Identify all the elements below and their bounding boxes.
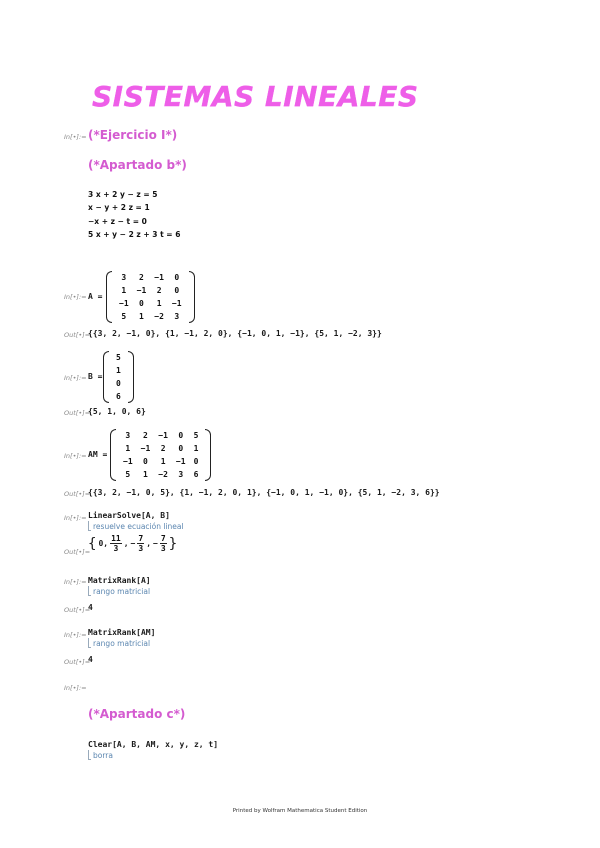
matrix-row bbox=[112, 364, 125, 377]
brace-close: } bbox=[168, 535, 178, 552]
matrix-am[interactable] bbox=[110, 429, 211, 481]
matrix-cell: −1 bbox=[119, 299, 129, 308]
matrix-cell: 0 bbox=[116, 379, 121, 388]
comma: , bbox=[146, 539, 152, 548]
in-label: In[•]:= bbox=[64, 374, 87, 382]
matrix-cell: 3 bbox=[174, 312, 180, 321]
in-label: In[•]:= bbox=[64, 578, 87, 586]
equation-line: −x + z − t = 0 bbox=[88, 216, 147, 226]
fraction: $\frac{7}{3}$ bbox=[160, 534, 166, 553]
matrix-cell: −1 bbox=[154, 273, 164, 282]
matrix-cell: −2 bbox=[158, 470, 168, 479]
matrix-row bbox=[115, 310, 186, 323]
rank-a-output: 4 bbox=[88, 603, 93, 612]
matrix-cell: 0 bbox=[143, 457, 148, 466]
in-label: In[•]:= bbox=[64, 631, 87, 639]
out-label: Out[•]= bbox=[64, 606, 91, 614]
linearsolve-hint: resuelve ecuación lineal bbox=[88, 521, 184, 531]
equation-line: 5 x + y − 2 z + 3 t = 6 bbox=[88, 229, 181, 239]
matrix-row bbox=[119, 455, 202, 468]
matrix-cell: 5 bbox=[116, 353, 121, 362]
matrix-cell: 0 bbox=[178, 431, 184, 440]
minus-sign: − bbox=[130, 539, 136, 548]
linearsolve-command[interactable]: LinearSolve[A, B] bbox=[88, 511, 170, 520]
rank-am-command[interactable]: MatrixRank[AM] bbox=[88, 628, 156, 637]
solution-first: 0, bbox=[98, 539, 109, 548]
matrix-cell: 0 bbox=[174, 273, 180, 282]
matrix-cell: 1 bbox=[125, 444, 131, 453]
matrix-row bbox=[119, 468, 202, 481]
rank-am-hint: rango matricial bbox=[88, 638, 150, 648]
matrix-row bbox=[115, 271, 186, 284]
matrix-cell: −1 bbox=[123, 457, 133, 466]
matrix-cell: 1 bbox=[160, 457, 166, 466]
right-paren bbox=[205, 429, 211, 481]
in-label: In[•]:= bbox=[64, 452, 87, 460]
clear-hint: borra bbox=[88, 750, 113, 760]
equation-line: 3 x + 2 y − z = 5 bbox=[88, 190, 158, 199]
matrix-cell: 5 bbox=[193, 431, 199, 440]
matrix-row bbox=[119, 429, 202, 442]
matrix-cell: −1 bbox=[136, 286, 147, 295]
rank-a-hint: rango matricial bbox=[88, 586, 150, 596]
matrix-a-name: A = bbox=[88, 292, 103, 301]
matrix-b[interactable] bbox=[103, 351, 134, 403]
in-label: In[•]:= bbox=[64, 514, 87, 522]
equation-line: x − y + 2 z = 1 bbox=[88, 203, 150, 213]
matrix-cell: 3 bbox=[121, 273, 127, 282]
equation-block[interactable] bbox=[88, 188, 180, 241]
matrix-row bbox=[115, 297, 186, 310]
matrix-cell: −1 bbox=[175, 457, 186, 466]
matrix-cell: 1 bbox=[121, 286, 127, 295]
clear-command[interactable]: Clear[A, B, AM, x, y, z, t] bbox=[88, 740, 219, 749]
comma: , bbox=[123, 539, 129, 548]
matrix-cell: 3 bbox=[125, 431, 131, 440]
matrix-row bbox=[112, 377, 125, 390]
matrix-cell: 5 bbox=[125, 470, 131, 479]
left-paren bbox=[103, 351, 109, 403]
in-label: In[•]:= bbox=[64, 293, 87, 301]
matrix-cell: −2 bbox=[154, 312, 164, 321]
matrix-cell: 1 bbox=[193, 444, 199, 453]
left-paren bbox=[106, 271, 112, 323]
matrix-cell: 3 bbox=[178, 470, 184, 479]
matrix-cell: 0 bbox=[178, 444, 184, 453]
rank-am-output: 4 bbox=[88, 655, 93, 664]
out-label: Out[•]= bbox=[64, 548, 91, 556]
rank-a-command[interactable]: MatrixRank[A] bbox=[88, 576, 151, 585]
matrix-a-grid bbox=[115, 271, 186, 323]
matrix-cell: −1 bbox=[140, 444, 151, 453]
matrix-cell: 0 bbox=[193, 457, 199, 466]
fraction: $\frac{11}{3}$ bbox=[111, 534, 121, 553]
matrix-cell: 1 bbox=[156, 299, 162, 308]
matrix-row bbox=[115, 284, 186, 297]
in-label: In[•]:= bbox=[64, 133, 87, 141]
matrix-cell: −1 bbox=[171, 299, 182, 308]
out-label: Out[•]= bbox=[64, 409, 91, 417]
matrix-cell: 2 bbox=[143, 431, 148, 440]
matrix-cell: −1 bbox=[158, 431, 168, 440]
matrix-a[interactable] bbox=[106, 271, 195, 323]
right-paren bbox=[128, 351, 134, 403]
left-paren bbox=[110, 429, 116, 481]
matrix-cell: 2 bbox=[156, 286, 162, 295]
matrix-b-name: B = bbox=[88, 372, 103, 381]
matrix-b-output: {5, 1, 0, 6} bbox=[88, 407, 146, 416]
matrix-am-grid bbox=[119, 429, 202, 481]
out-label: Out[•]= bbox=[64, 490, 91, 498]
matrix-cell: 6 bbox=[116, 392, 121, 401]
matrix-cell: 2 bbox=[139, 273, 144, 282]
minus-sign: − bbox=[153, 539, 158, 548]
matrix-b-grid bbox=[112, 351, 125, 403]
matrix-cell: 0 bbox=[139, 299, 144, 308]
matrix-cell: 0 bbox=[174, 286, 180, 295]
comment-ejercicio[interactable]: (*Ejercicio I*) bbox=[88, 128, 178, 142]
right-paren bbox=[189, 271, 195, 323]
matrix-row bbox=[119, 442, 202, 455]
notebook-title: SISTEMAS LINEALES bbox=[92, 80, 419, 113]
linearsolve-output bbox=[88, 534, 177, 553]
comment-apartado-c[interactable]: (*Apartado c*) bbox=[88, 707, 186, 721]
matrix-cell: 1 bbox=[116, 366, 121, 375]
out-label: Out[•]= bbox=[64, 331, 91, 339]
matrix-am-output: {{3, 2, −1, 0, 5}, {1, −1, 2, 0, 1}, {−1, 0, 1, −1, 0}, {5, 1, −2, 3, 6}} bbox=[88, 488, 440, 497]
out-label: Out[•]= bbox=[64, 658, 91, 666]
fraction: $\frac{7}{3}$ bbox=[138, 534, 144, 553]
comment-apartado-b[interactable]: (*Apartado b*) bbox=[88, 158, 187, 172]
matrix-a-output: {{3, 2, −1, 0}, {1, −1, 2, 0}, {−1, 0, 1, −1}, {5, 1, −2, 3}} bbox=[88, 329, 382, 338]
matrix-cell: 1 bbox=[139, 312, 144, 321]
matrix-cell: 6 bbox=[193, 470, 199, 479]
matrix-cell: 1 bbox=[143, 470, 148, 479]
empty-input-label[interactable]: In[•]:= bbox=[64, 684, 87, 692]
matrix-row bbox=[112, 390, 125, 403]
matrix-cell: 2 bbox=[160, 444, 166, 453]
brace-open: { bbox=[88, 535, 97, 552]
matrix-am-name: AM = bbox=[88, 450, 108, 459]
print-footer: Printed by Wolfram Mathematica Student Edition bbox=[232, 808, 368, 814]
matrix-cell: 5 bbox=[121, 312, 127, 321]
matrix-row bbox=[112, 351, 125, 364]
